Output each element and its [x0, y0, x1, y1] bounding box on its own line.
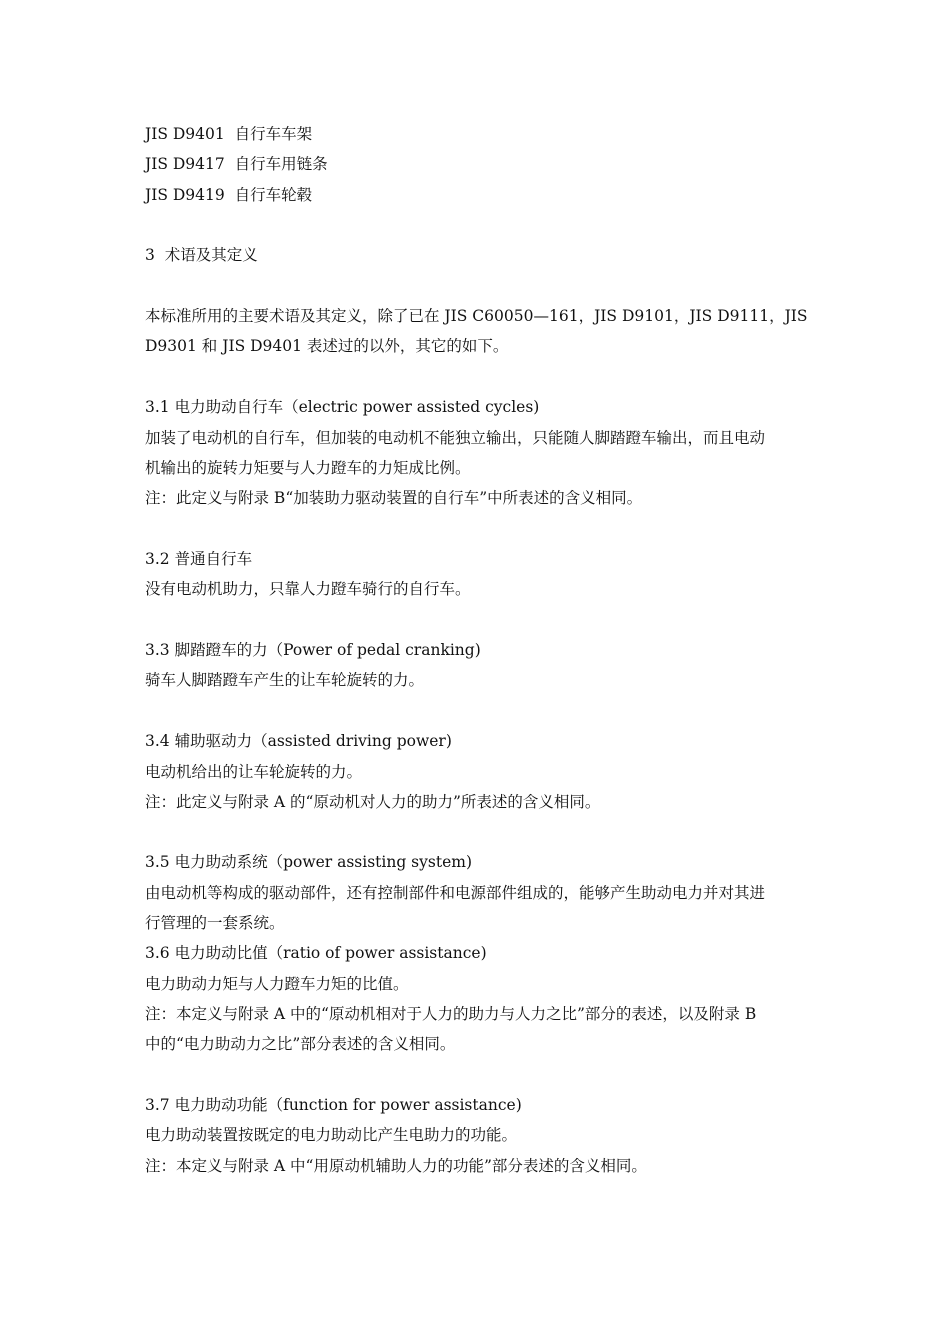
term-text: 电力助动装置按既定的电力助动比产生电助力的功能。: [145, 1126, 518, 1144]
term-text: 由电动机等构成的驱动部件，还有控制部件和电源部件组成的，能够产生助动电力并对其进: [145, 884, 766, 902]
term-text: 骑车人脚踏蹬车产生的让车轮旋转的力。: [145, 671, 425, 689]
intro-paragraph-line: D9301 和 JIS D9401 表述过的以外，其它的如下。: [145, 337, 509, 355]
section-heading: 3 术语及其定义: [145, 246, 258, 264]
term-note: 注：此定义与附录 A 的“原动机对人力的助力”所表述的含义相同。: [145, 793, 601, 811]
term-title: 3.3 脚踏蹬车的力（Power of pedal cranking): [145, 641, 481, 659]
term-note: 注：本定义与附录 A 中的“原动机相对于人力的助力与人力之比”部分的表述，以及附录 B: [145, 1005, 757, 1023]
reference-line: JIS D9417 自行车用链条: [145, 155, 328, 173]
term-title: 3.1 电力助动自行车（electric power assisted cycles): [145, 398, 540, 416]
term-title: 3.5 电力助动系统（power assisting system): [145, 853, 472, 871]
term-text: 机输出的旋转力矩要与人力蹬车的力矩成比例。: [145, 459, 471, 477]
reference-line: JIS D9419 自行车轮毂: [145, 186, 313, 204]
term-text: 电动机给出的让车轮旋转的力。: [145, 763, 363, 781]
term-note: 注：此定义与附录 B“加装助力驱动装置的自行车”中所表述的含义相同。: [145, 489, 643, 507]
term-text: 没有电动机助力，只靠人力蹬车骑行的自行车。: [145, 580, 471, 598]
term-note: 中的“电力助动力之比”部分表述的含义相同。: [145, 1035, 456, 1053]
term-title: 3.7 电力助动功能（function for power assistance): [145, 1096, 522, 1114]
term-title: 3.2 普通自行车: [145, 550, 253, 568]
intro-paragraph-line: 本标准所用的主要术语及其定义，除了已在 JIS C60050—161，JIS D9101，JIS D9111，JIS: [145, 307, 808, 325]
term-title: 3.4 辅助驱动力（assisted driving power): [145, 732, 452, 750]
term-note: 注：本定义与附录 A 中“用原动机辅助人力的功能”部分表述的含义相同。: [145, 1157, 647, 1175]
term-title: 3.6 电力助动比值（ratio of power assistance): [145, 944, 487, 962]
term-text: 加装了电动机的自行车，但加装的电动机不能独立输出，只能随人脚踏蹬车输出，而且电动: [145, 429, 766, 447]
reference-line: JIS D9401 自行车车架: [145, 125, 313, 143]
term-text: 行管理的一套系统。: [145, 914, 285, 932]
term-text: 电力助动力矩与人力蹬车力矩的比值。: [145, 975, 409, 993]
